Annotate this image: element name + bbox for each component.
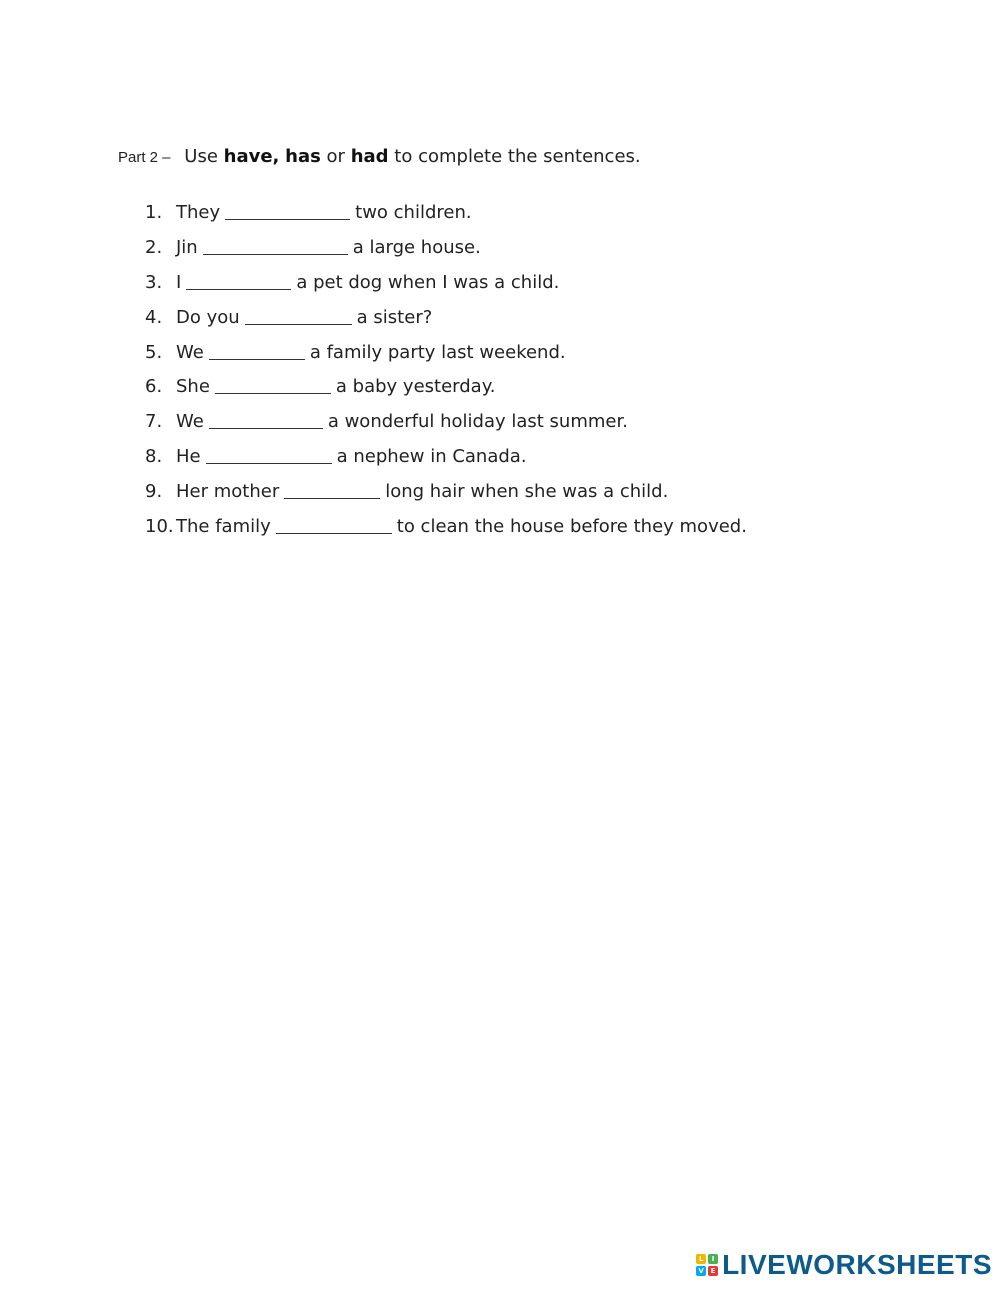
question-before: They — [176, 202, 221, 223]
question-list — [145, 199, 747, 548]
question-before: Jin — [176, 236, 198, 258]
question-item — [145, 478, 747, 513]
question-item — [145, 234, 747, 269]
question-number: 5. — [145, 341, 163, 363]
question-before: We — [176, 341, 204, 363]
question-after: a family party last weekend. — [309, 341, 566, 363]
question-after: to clean the house before they moved. — [396, 516, 747, 538]
logo-block-v: V — [696, 1266, 706, 1276]
answer-blank[interactable] — [276, 513, 392, 534]
question-before: Do you — [176, 306, 240, 328]
question-item — [145, 339, 747, 374]
question-item — [145, 513, 747, 548]
answer-blank[interactable] — [203, 234, 348, 255]
answer-blank[interactable] — [209, 339, 305, 360]
logo-blocks-icon — [696, 1254, 718, 1276]
question-before: I — [176, 271, 182, 293]
question-after: a wonderful holiday last summer. — [327, 411, 628, 433]
question-before: He — [176, 446, 201, 468]
question-before: The family — [176, 516, 271, 538]
answer-blank[interactable] — [206, 443, 332, 464]
question-number: 4. — [145, 306, 163, 328]
liveworksheets-logo — [696, 1249, 992, 1281]
instructions-or: or — [326, 146, 345, 167]
answer-blank[interactable] — [245, 304, 352, 325]
question-number: 10. — [145, 516, 174, 538]
logo-block-l: L — [696, 1254, 706, 1264]
question-before: Her mother — [176, 481, 280, 503]
question-after: a nephew in Canada. — [336, 446, 527, 468]
keyword-have: have, — [223, 146, 280, 167]
instructions — [118, 145, 641, 170]
question-after: a pet dog when I was a child. — [296, 271, 560, 293]
question-after: two children. — [355, 202, 472, 223]
question-item — [145, 199, 747, 234]
question-number: 8. — [145, 446, 163, 468]
logo-block-i: I — [708, 1254, 718, 1264]
answer-blank[interactable] — [209, 408, 323, 429]
answer-blank[interactable] — [225, 199, 350, 220]
question-item — [145, 373, 747, 408]
instructions-use: Use — [184, 146, 218, 167]
question-number: 9. — [145, 481, 163, 503]
question-before: She — [176, 376, 210, 398]
question-item — [145, 408, 747, 443]
keyword-had: had — [350, 146, 389, 167]
question-number: 2. — [145, 236, 163, 258]
question-number: 3. — [145, 271, 163, 293]
logo-block-e: E — [708, 1266, 718, 1276]
question-item — [145, 443, 747, 478]
answer-blank[interactable] — [186, 269, 291, 290]
keyword-has: has — [285, 146, 321, 167]
instructions-rest: to complete the sentences. — [394, 146, 641, 167]
answer-blank[interactable] — [284, 478, 380, 499]
question-item — [145, 304, 747, 339]
question-item — [145, 269, 747, 304]
question-after: a sister? — [356, 306, 433, 328]
answer-blank[interactable] — [215, 373, 331, 394]
question-number: 6. — [145, 376, 163, 398]
part-label: Part 2 – — [118, 149, 171, 166]
question-number: 1. — [145, 202, 163, 223]
question-after: a baby yesterday. — [335, 376, 496, 398]
logo-text: LIVEWORKSHEETS — [722, 1249, 992, 1280]
question-after: long hair when she was a child. — [385, 481, 669, 503]
question-after: a large house. — [352, 236, 481, 258]
question-number: 7. — [145, 411, 163, 433]
question-before: We — [176, 411, 204, 433]
